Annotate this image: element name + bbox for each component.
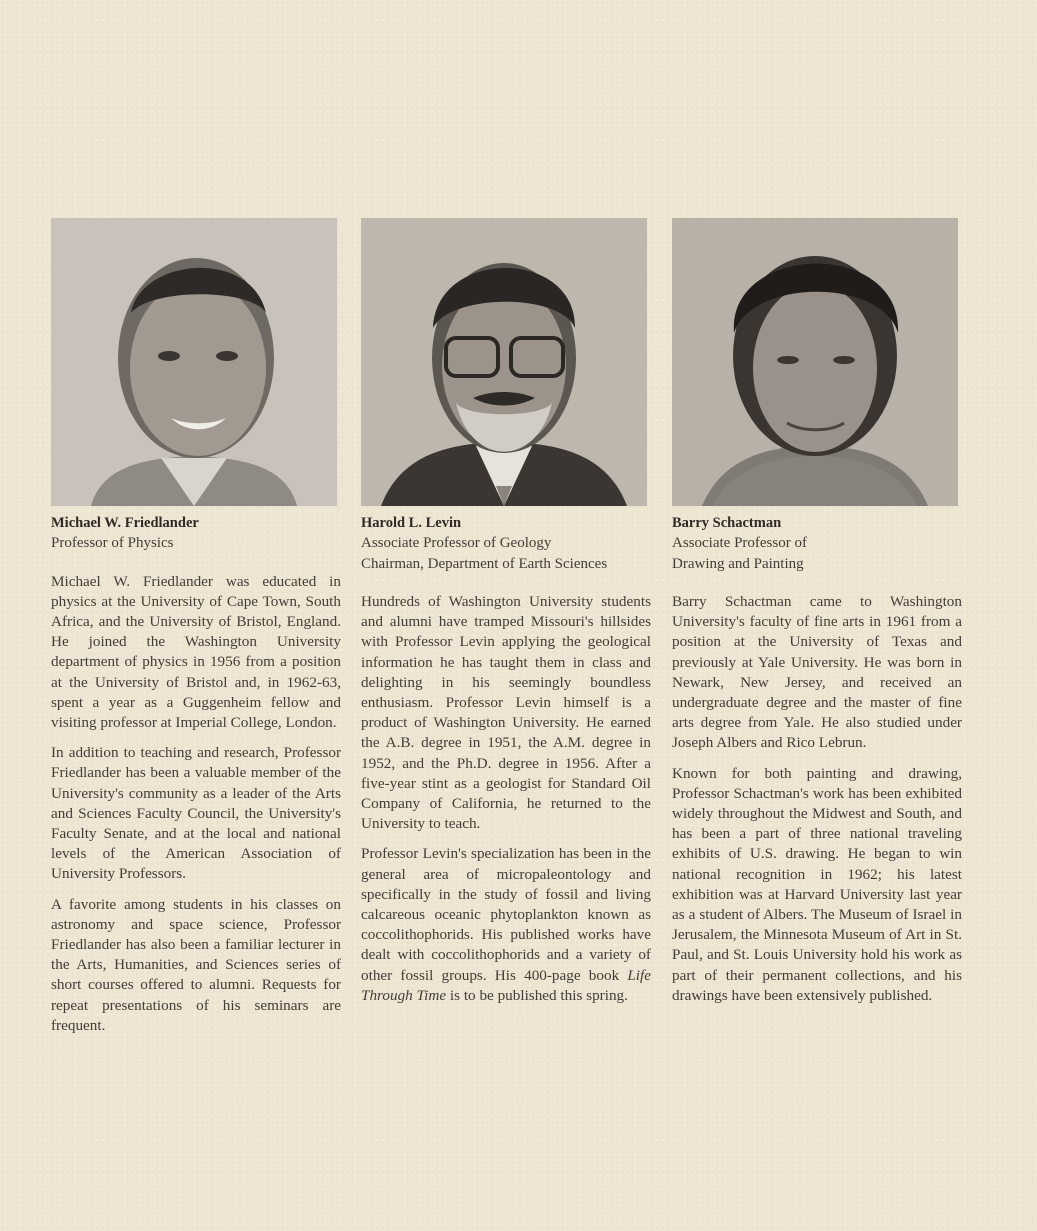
portrait-photo <box>361 218 647 506</box>
bio-paragraph: Known for both painting and drawing, Professor Schactman's work has been exhibited widely throughout the Midwest and South, and has been a part of three national traveling exhibits of U.S. drawing. He began to win national recognition in 1962; his latest exhibition was at Harvard University last year as a student of Albers. The Museum of Israel in Jerusalem, the Minnesota Museum of Art in St. Paul, and St. Louis University hold his work as part of their permanent collections, and his drawings have been extensively published. <box>672 764 962 1004</box>
bio-paragraph: A favorite among students in his classes on astronomy and space science, Professor Friedlander has also been a familiar lecturer in the Arts, Humanities, and Sciences series of short courses offered to alumni. Requests for repeat presentations of his seminars are frequent. <box>51 895 341 1034</box>
portrait-photo <box>51 218 337 506</box>
portrait-levin-image <box>361 218 647 506</box>
profile-bio <box>361 592 651 1006</box>
portrait-photo <box>672 218 958 506</box>
bio-paragraph: Hundreds of Washington University students and alumni have tramped Missouri's hillsides with Professor Levin applying the geological information he has taught them in class and delighting in his seemingly boundless enthusiasm. Professor Levin himself is a product of Washington University. He earned the A.B. degree in 1951, the A.M. degree in 1952, and the Ph.D. degree in 1956. After a five-year stint as a geologist for Standard Oil Company of California, he returned to the University to teach. <box>361 593 651 833</box>
profile-bio <box>672 592 962 1006</box>
profile-title: Chairman, Department of Earth Sciences <box>361 555 608 572</box>
portrait-friedlander-image <box>51 218 337 506</box>
bio-paragraph: Michael W. Friedlander was educated in physics at the University of Cape Town, South Africa, and the University of Bristol, England. He joined the Washington University department of physics in 1956 from a position at the University of Bristol and, in 1962-63, spent a year as a Guggenheim fellow and visiting professor at Imperial College, London. <box>51 572 341 731</box>
profile-name: Michael W. Friedlander <box>51 515 199 531</box>
book-title: Life Through Time <box>361 966 651 1004</box>
profile-title: Drawing and Painting <box>672 555 804 572</box>
profile-title: Associate Professor of <box>672 535 807 551</box>
profile-schactman <box>672 218 962 1016</box>
bio-paragraph: Barry Schactman came to Washington University's faculty of fine arts in 1961 from a position at the University of Texas and previously at Yale University. He was born in Newark, New Jersey, and received an undergraduate degree and the master of fine arts degree from Yale. He also studied under Joseph Albers and Rico Lebrun. <box>672 593 962 752</box>
bio-paragraph: Professor Levin's specialization has been in the general area of micropaleontology and specifically in the study of fossil and living calcareous oceanic phytoplankton known as coccolithophorids. His published works have dealt with coccolithophorids and a variety of other fossil groups. His 400-page book Life Through Time is to be published this spring. <box>361 845 651 1004</box>
profile-name: Barry Schactman <box>672 515 782 531</box>
profile-friedlander <box>51 218 341 1046</box>
profile-name: Harold L. Levin <box>361 515 462 531</box>
profile-bio <box>51 572 341 1036</box>
profile-levin <box>361 218 651 1016</box>
portrait-schactman-image <box>672 218 958 506</box>
bio-paragraph: In addition to teaching and research, Professor Friedlander has been a valuable member of the University's community as a leader of the Arts and Sciences Faculty Council, the University's Faculty Senate, and at the local and national levels of the American Association of University Professors. <box>51 744 341 883</box>
profile-title: Associate Professor of Geology <box>361 535 552 551</box>
profile-title: Professor of Physics <box>51 535 174 551</box>
